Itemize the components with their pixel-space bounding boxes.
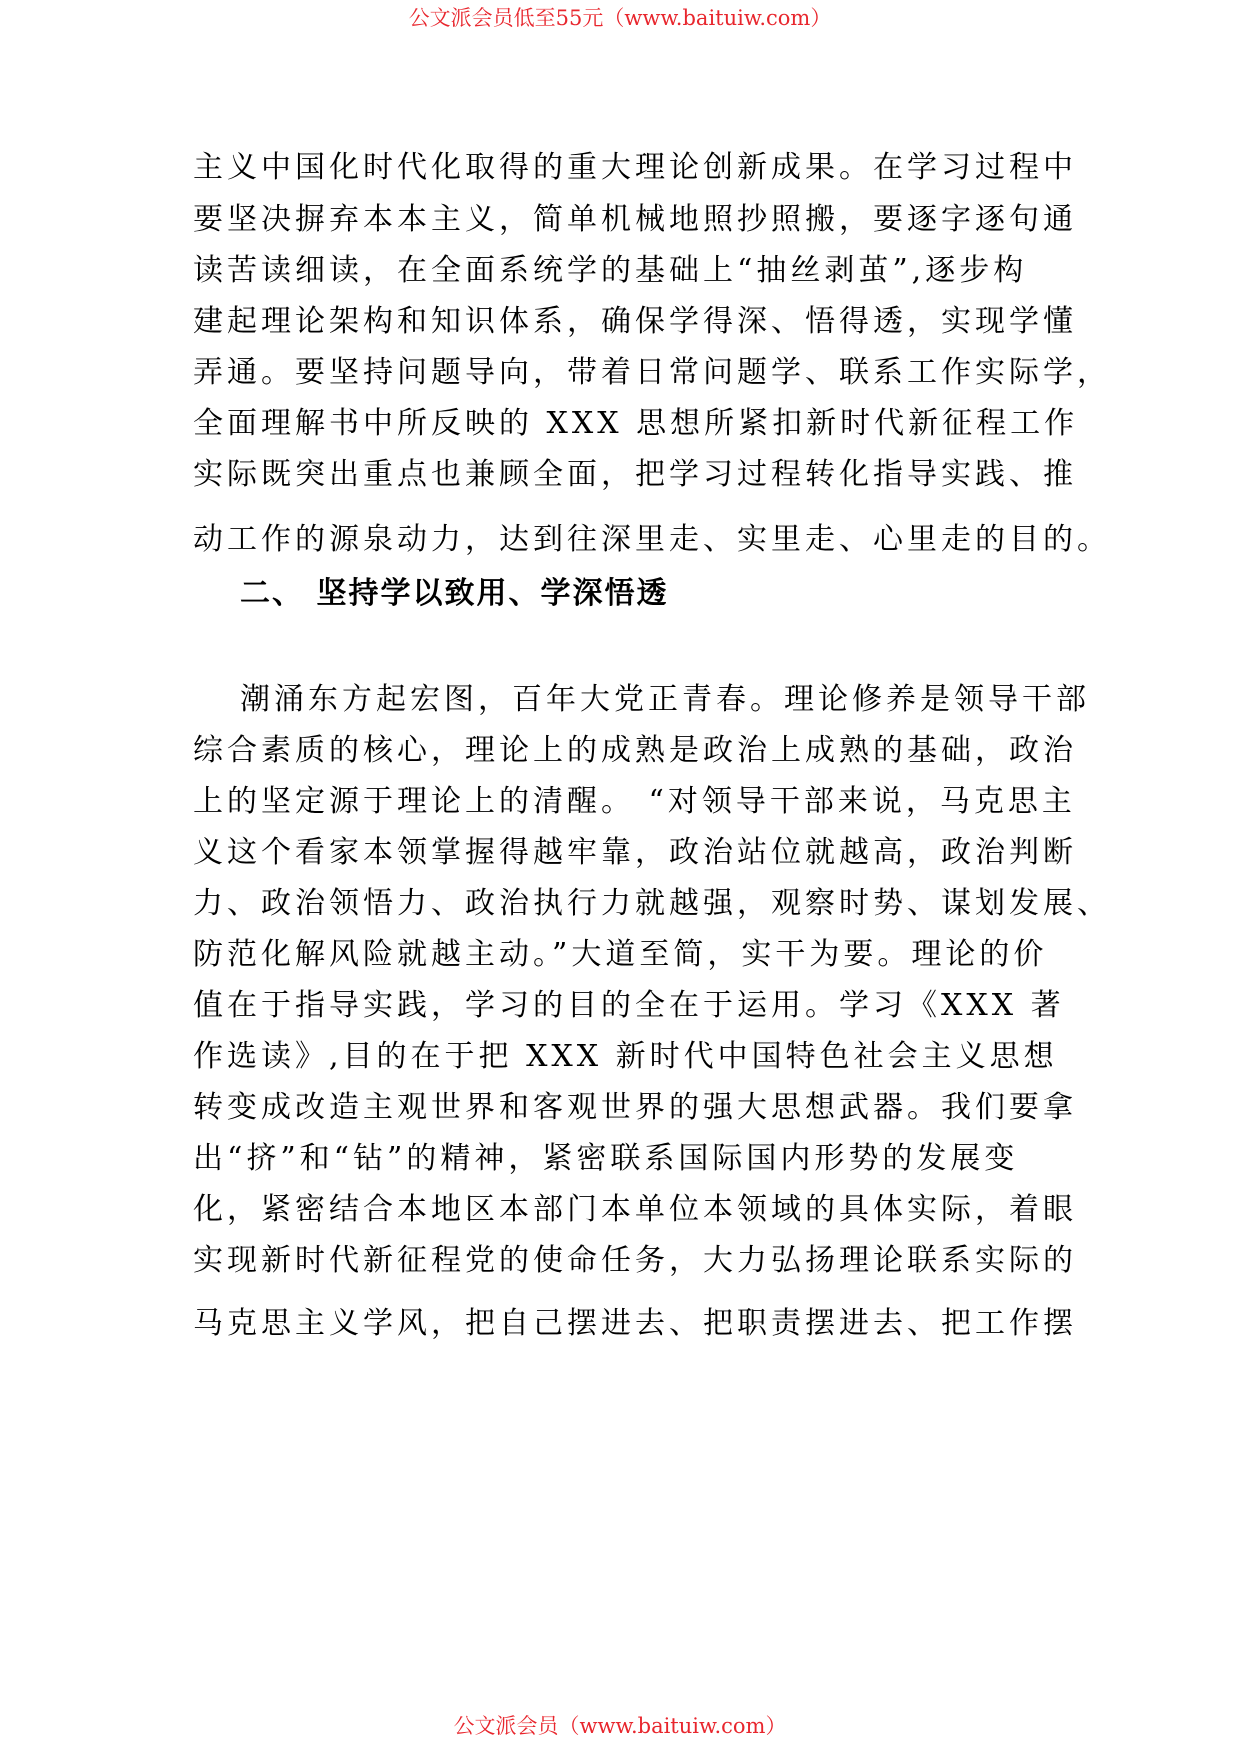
header-watermark-banner: 公文派会员低至55元（www.baituiw.com） <box>408 6 832 30</box>
paragraph-line: 化，紧密结合本地区本部门本单位本领域的具体实际，着眼 <box>193 1192 1077 1227</box>
paragraph-line: 防范化解风险就越主动。”大道至简，实干为要。理论的价 <box>193 937 1048 972</box>
paragraph-line: 综合素质的核心，理论上的成熟是政治上成熟的基础，政治 <box>193 733 1077 768</box>
paragraph-line: 上的坚定源于理论上的清醒。 “对领导干部来说，马克思主 <box>193 784 1076 819</box>
paragraph-line: 读苦读细读，在全面系统学的基础上“抽丝剥茧”,逐步构 <box>193 253 1028 288</box>
paragraph-line: 实现新时代新征程党的使命任务，大力弘扬理论联系实际的 <box>193 1243 1077 1278</box>
paragraph-line: 出“挤”和“钻”的精神，紧密联系国际国内形势的发展变 <box>193 1141 1019 1176</box>
paragraph-line: 要坚决摒弃本本主义，简单机械地照抄照搬，要逐字逐句通 <box>193 202 1077 237</box>
paragraph-line: 转变成改造主观世界和客观世界的强大思想武器。我们要拿 <box>193 1090 1077 1125</box>
paragraph-line: 作选读》,目的在于把 XXX 新时代中国特色社会主义思想 <box>193 1039 1058 1074</box>
paragraph-line: 建起理论架构和知识体系，确保学得深、悟得透，实现学懂 <box>193 304 1077 339</box>
paragraph-line: 力、政治领悟力、政治执行力就越强，观察时势、谋划发展、 <box>193 886 1111 921</box>
footer-watermark-banner: 公文派会员（www.baituiw.com） <box>453 1714 787 1738</box>
paragraph-line: 动工作的源泉动力，达到往深里走、实里走、心里走的目的。 <box>193 522 1111 557</box>
paragraph-line: 义这个看家本领掌握得越牢靠，政治站位就越高，政治判断 <box>193 835 1077 870</box>
section-heading: 二、 坚持学以致用、学深悟透 <box>240 576 669 611</box>
paragraph-line: 潮涌东方起宏图，百年大党正青春。理论修养是领导干部 <box>240 682 1090 717</box>
paragraph-line: 弄通。要坚持问题导向，带着日常问题学、联系工作实际学， <box>193 355 1111 390</box>
paragraph-line: 值在于指导实践，学习的目的全在于运用。学习《XXX 著 <box>193 988 1065 1023</box>
paragraph-line: 全面理解书中所反映的 XXX 思想所紧扣新时代新征程工作 <box>193 406 1079 441</box>
paragraph-line: 实际既突出重点也兼顾全面，把学习过程转化指导实践、推 <box>193 457 1077 492</box>
paragraph-line: 马克思主义学风，把自己摆进去、把职责摆进去、把工作摆 <box>193 1306 1077 1341</box>
paragraph-line: 主义中国化时代化取得的重大理论创新成果。在学习过程中 <box>193 150 1077 185</box>
